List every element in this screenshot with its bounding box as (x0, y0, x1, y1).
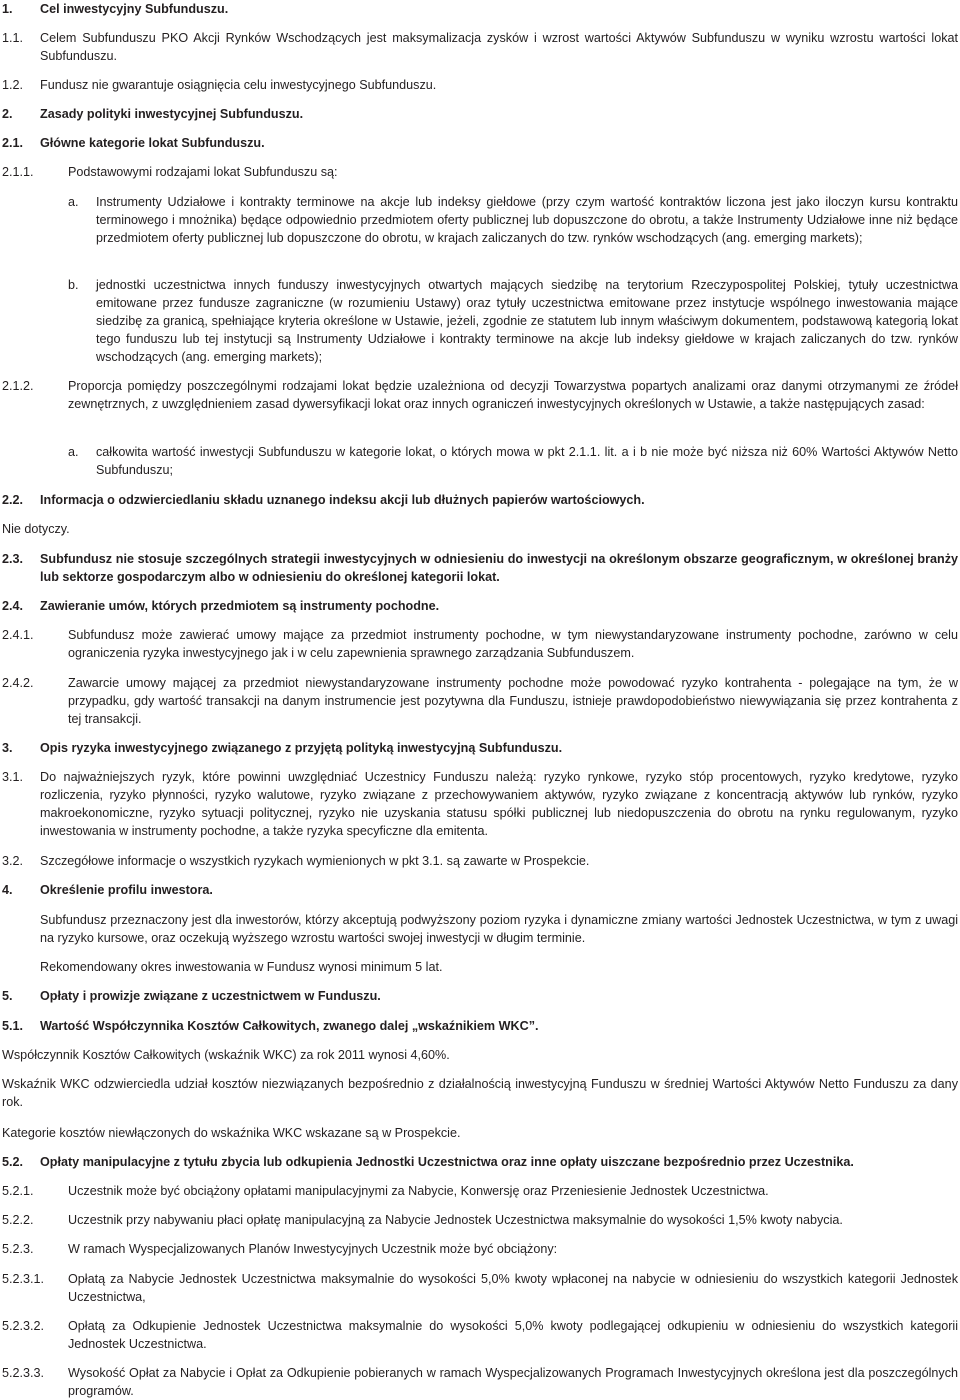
paragraph-number: 2.4.1. (2, 628, 34, 642)
section-number: 2.4. (2, 599, 24, 613)
section-number: 2.3. (2, 552, 24, 566)
paragraph-text: Wskaźnik WKC odzwierciedla udział kosztów niezwiązanych bezpośrednio z działalnością inwestycyjną Funduszu w średniej Wartości Aktywów Netto Funduszu za dany rok. (2, 1077, 958, 1109)
paragraph-number: 5.2.2. (2, 1213, 34, 1227)
paragraph-number: 5.2.1. (2, 1184, 34, 1198)
paragraph-number: 1.2. (2, 78, 24, 92)
section-number: 4. (2, 883, 13, 897)
paragraph-text: Uczestnik może być obciążony opłatami manipulacyjnymi za Nabycie, Konwersję oraz Przeniesienie Jednostek Uczestnictwa. (68, 1184, 769, 1198)
paragraph-number: 2.4.2. (2, 676, 34, 690)
paragraph-text: Wysokość Opłat za Nabycie i Opłat za Odkupienie pobieranych w ramach Wyspecjalizowanych Programach Inwestycyjnych określona jest dla poszczególnych programów. (68, 1366, 958, 1398)
section-number: 2.2. (2, 493, 24, 507)
paragraph-number: 2.1.2. (2, 379, 34, 393)
section-title: Opłaty manipulacyjne z tytułu zbycia lub odkupienia Jednostki Uczestnictwa oraz inne opłaty uiszczane bezpośrednio przez Uczestnika. (40, 1155, 854, 1169)
section-number: 1. (2, 2, 13, 16)
paragraph-text: Uczestnik przy nabywaniu płaci opłatę manipulacyjną za Nabycie Jednostek Uczestnictwa maksymalnie do wysokości 1,5% kwoty nabycia. (68, 1213, 843, 1227)
list-item-text: całkowita wartość inwestycji Subfunduszu w kategorie lokat, o których mowa w pkt 2.1.1. lit. a i b nie może być niższa niż 60% Wartości Aktywów Netto Subfunduszu; (96, 445, 958, 477)
paragraph-number: 3.1. (2, 770, 24, 784)
section-number: 5.1. (2, 1019, 24, 1033)
paragraph-text: Rekomendowany okres inwestowania w Fundusz wynosi minimum 5 lat. (40, 960, 443, 974)
section-number: 3. (2, 741, 13, 755)
paragraph-text: Opłatą za Nabycie Jednostek Uczestnictwa maksymalnie do wysokości 5,0% kwoty wpłaconej na nabycie w odniesieniu do wszystkich kategorii Jednostek Uczestnictwa, (68, 1272, 958, 1304)
section-title: Główne kategorie lokat Subfunduszu. (40, 136, 265, 150)
section-title: Cel inwestycyjny Subfunduszu. (40, 2, 229, 16)
list-item-text: jednostki uczestnictwa innych funduszy inwestycyjnych otwartych mających siedzibę na terytorium Rzeczypospolitej Polskiej, tytuły uczestnictwa emitowane przez fundusze zagraniczne (w rozumieniu Ustawy) oraz tytuły uczestnictwa emitowane przez instytucje wspólnego inwestowania mające siedzibę za granicą, spełniające kryteria określone w Ustawie, jeżeli, zgodnie ze statutem lub innym właściwym dokumentem, podstawową kategorią lokat tego funduszu lub tej instytucji są Instrumenty Udziałowe i kontrakty terminowe na akcje lub indeksy giełdowe w krajach zaliczanych do tzw. rynków wschodzących (ang. emerging markets); (96, 278, 958, 364)
section-title: Subfundusz nie stosuje szczególnych strategii inwestycyjnych w odniesieniu do inwestycji na określonym obszarze geograficznym, w określonej branży lub sektorze gospodarczym albo w odniesieniu do określonej kategorii lokat. (40, 552, 958, 584)
paragraph-number: 2.1.1. (2, 165, 34, 179)
section-title: Zasady polityki inwestycyjnej Subfunduszu. (40, 107, 304, 121)
section-number: 2.1. (2, 136, 24, 150)
paragraph-text: Fundusz nie gwarantuje osiągnięcia celu inwestycyjnego Subfunduszu. (40, 78, 437, 92)
list-marker: b. (68, 278, 79, 292)
paragraph-text: Zawarcie umowy mającej za przedmiot niewystandaryzowane instrumenty pochodne może powodować ryzyko kontrahenta - polegające na tym, że w przypadku, gdy wartość transakcji na danym instrumencie jest pozytywna dla Funduszu, istnieje prawdopodobieństwo niewywiązania się przez kontrahenta z tej transakcji. (68, 676, 958, 726)
paragraph-text: Kategorie kosztów niewłączonych do wskaźnika WKC wskazane są w Prospekcie. (2, 1126, 461, 1140)
paragraph-text: Nie dotyczy. (2, 522, 70, 536)
paragraph-number: 5.2.3. (2, 1242, 34, 1256)
section-title: Opłaty i prowizje związane z uczestnictwem w Funduszu. (40, 989, 381, 1003)
paragraph-text: Proporcja pomiędzy poszczególnymi rodzajami lokat będzie uzależniona od decyzji Towarzystwa popartych analizami oraz danymi otrzymanymi ze źródeł zewnętrznych, z uwzględnieniem zasad dywersyfikacji lokat oraz innych ograniczeń inwestycyjnych określonych w Ustawie, a także następujących zasad: (68, 379, 958, 411)
section-title: Opis ryzyka inwestycyjnego związanego z przyjętą polityką inwestycyjną Subfunduszu. (40, 741, 563, 755)
section-number: 5. (2, 989, 13, 1003)
section-title: Informacja o odzwierciedlaniu składu uznanego indeksu akcji lub dłużnych papierów wartościowych. (40, 493, 645, 507)
list-item-text: Instrumenty Udziałowe i kontrakty terminowe na akcje lub indeksy giełdowe (przy czym wartość kontraktów liczona jest jako iloczyn kursu kontraktu terminowego i mnożnika) będące odpowiednio przedmiotem oferty publicznej lub dopuszczone do obrotu, a także Instrumenty Udziałowe inne niż będące przedmiotem oferty publicznej lub dopuszczone do obrotu, w krajach zaliczanych do tzw. rynków wschodzących (ang. emerging markets); (96, 195, 958, 245)
paragraph-text: Opłatą za Odkupienie Jednostek Uczestnictwa maksymalnie do wysokości 5,0% kwoty podlegającej odkupieniu w odniesieniu do wszystkich kategorii Jednostek Uczestnictwa. (68, 1319, 958, 1351)
paragraph-text: Subfundusz przeznaczony jest dla inwestorów, którzy akceptują podwyższony poziom ryzyka i dynamiczne zmiany wartości Jednostek Uczestnictwa, w tym z uwagi na ryzyko kursowe, oraz oczekują wyższego wzrostu wartości swojej inwestycji w długim terminie. (40, 913, 958, 945)
paragraph-text: Podstawowymi rodzajami lokat Subfunduszu są: (68, 165, 338, 179)
paragraph-number: 5.2.3.2. (2, 1319, 45, 1333)
section-title: Określenie profilu inwestora. (40, 883, 213, 897)
paragraph-text: Szczegółowe informacje o wszystkich ryzykach wymienionych w pkt 3.1. są zawarte w Prospekcie. (40, 854, 590, 868)
section-number: 5.2. (2, 1155, 24, 1169)
list-marker: a. (68, 445, 79, 459)
paragraph-number: 3.2. (2, 854, 24, 868)
section-title: Wartość Współczynnika Kosztów Całkowitych, zwanego dalej „wskaźnikiem WKC”. (40, 1019, 539, 1033)
paragraph-text: Współczynnik Kosztów Całkowitych (wskaźnik WKC) za rok 2011 wynosi 4,60%. (2, 1048, 450, 1062)
list-marker: a. (68, 195, 79, 209)
paragraph-text: Subfundusz może zawierać umowy mające za przedmiot instrumenty pochodne, w tym niewystandaryzowane instrumenty pochodne, zarówno w celu ograniczenia ryzyka inwestycyjnego jak i w celu zapewnienia sprawnego zarządzania Subfunduszem. (68, 628, 958, 660)
section-title: Zawieranie umów, których przedmiotem są instrumenty pochodne. (40, 599, 440, 613)
section-number: 2. (2, 107, 13, 121)
paragraph-number: 5.2.3.3. (2, 1366, 45, 1380)
paragraph-text: Do najważniejszych ryzyk, które powinni uwzględniać Uczestnicy Funduszu należą: ryzyko rynkowe, ryzyko stóp procentowych, ryzyko kredytowe, ryzyko rozliczenia, ryzyko płynności, ryzyko walutowe, ryzyko związane z przechowywaniem aktywów, ryzyko związane z koncentracją aktywów lub rynków, ryzyko makroekonomiczne, ryzyko sytuacji politycznej, ryzyko nie uzyskania statusu spółki publicznej lub niedopuszczenia do obrotu na rynku regulowanym, ryzyko inwestowania w instrumenty pochodne, a także ryzyka specyficzne dla emitenta. (40, 770, 958, 838)
paragraph-number: 5.2.3.1. (2, 1272, 45, 1286)
paragraph-number: 1.1. (2, 31, 24, 45)
paragraph-text: W ramach Wyspecjalizowanych Planów Inwestycyjnych Uczestnik może być obciążony: (68, 1242, 558, 1256)
paragraph-text: Celem Subfunduszu PKO Akcji Rynków Wschodzących jest maksymalizacja zysków i wzrost wartości Aktywów Subfunduszu w wyniku wzrostu wartości lokat Subfunduszu. (40, 31, 958, 63)
